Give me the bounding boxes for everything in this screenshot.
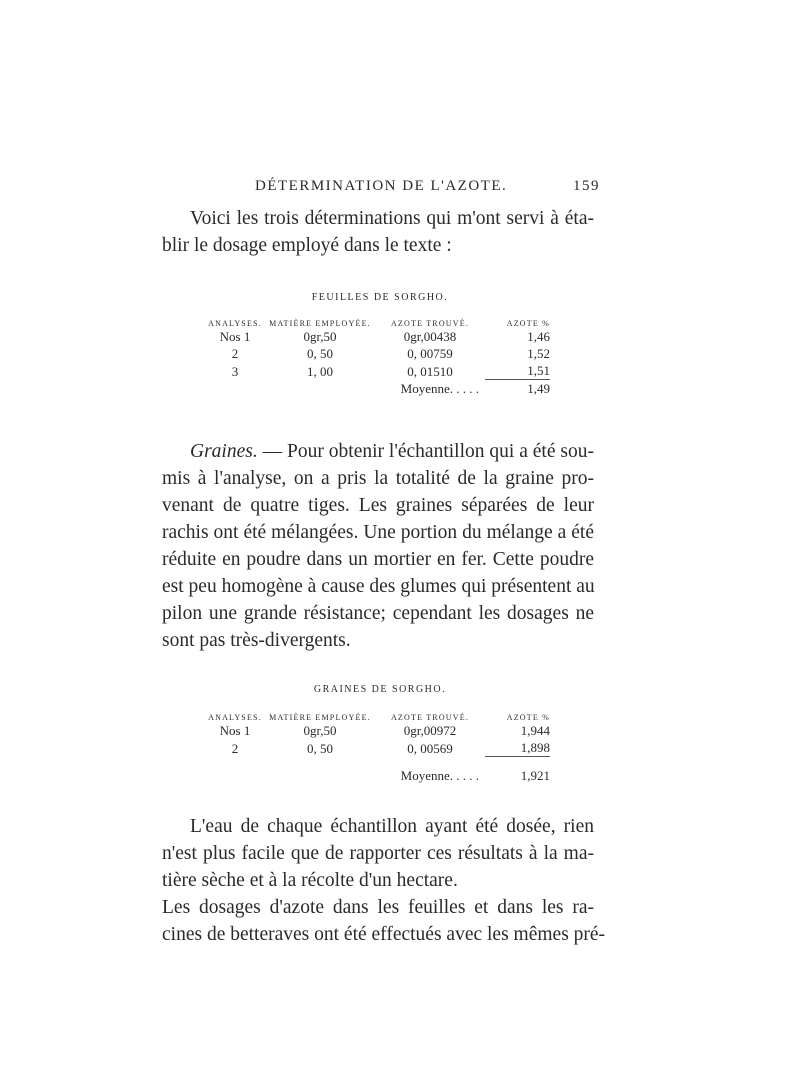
graines-paragraph: [162, 438, 594, 654]
text-line: venant de quatre tiges. Les graines séparées de leur: [162, 495, 594, 516]
text-line: Voici les trois déterminations qui m'ont servi à éta-: [190, 208, 594, 229]
table-cell: 1,51: [527, 363, 550, 378]
text-line: blir le dosage employé dans le texte :: [162, 235, 452, 256]
table-cell: 2: [231, 740, 239, 756]
table-cell: 0gr,50: [303, 329, 337, 344]
text-line: n'est plus facile que de rapporter ces résultats à la ma-: [162, 843, 594, 864]
text-line: cines de betteraves ont été effectués avec les mêmes pré-: [162, 924, 606, 945]
table-cell: Nos 1: [219, 723, 251, 738]
mean-label: Moyenne. . . . .: [400, 768, 479, 783]
text-line: [162, 438, 594, 465]
graines-first-line-rest: — Pour obtenir l'échantillon qui a été sou-: [257, 441, 594, 462]
running-title: DÉTERMINATION DE L'AZOTE.: [255, 178, 508, 194]
table-cell: 0, 00569: [407, 740, 453, 756]
table-cell: 0, 01510: [407, 363, 453, 379]
table-cell: 1,52: [527, 346, 550, 361]
table-cell: 1,898: [520, 740, 550, 755]
column-header: AZOTE %: [506, 319, 550, 328]
column-header: MATIÈRE EMPLOYÉE.: [269, 319, 371, 328]
table-cell: 1, 00: [307, 363, 333, 379]
table1: [205, 312, 550, 397]
table-row: [205, 362, 550, 380]
column-header: AZOTE TROUVÉ.: [390, 713, 470, 722]
text-line: réduite en poudre dans un mortier en fer. Cette poudre: [162, 549, 594, 570]
mean-row: [205, 380, 550, 398]
table-cell: 0, 00759: [407, 346, 453, 361]
column-header: AZOTE %: [506, 713, 550, 722]
column-header: ANALYSES.: [208, 319, 262, 328]
table-cell: Nos 1: [219, 329, 251, 344]
graines-heading: Graines.: [190, 441, 258, 462]
table-row: [205, 328, 550, 345]
table-cell: 0gr,50: [303, 723, 337, 738]
text-line: Les dosages d'azote dans les feuilles et dans les ra-: [162, 897, 594, 918]
mean-value: 1,921: [485, 757, 550, 785]
text-line: mis à l'analyse, on a pris la totalité de la graine pro-: [162, 468, 594, 489]
table-row: [205, 345, 550, 362]
text-line: est peu homogène à cause des glumes qui présentent au: [162, 576, 595, 597]
text-line: pilon une grande résistance; cependant les dosages ne: [162, 603, 594, 624]
column-header: MATIÈRE EMPLOYÉE.: [269, 713, 371, 722]
table2: [205, 706, 550, 784]
table-row: [205, 739, 550, 757]
table2-caption: GRAINES DE SORGHO.: [313, 684, 447, 695]
table-cell: 1,944: [520, 723, 550, 738]
table1-caption: FEUILLES DE SORGHO.: [311, 292, 449, 303]
mean-row: [205, 757, 550, 785]
closing-paragraph: [162, 813, 606, 948]
table-cell: 0, 50: [307, 346, 333, 361]
table-header-row: [205, 312, 550, 328]
column-header: ANALYSES.: [208, 713, 262, 722]
text-line: tière sèche et à la récolte d'un hectare.: [162, 870, 458, 891]
column-header: AZOTE TROUVÉ.: [390, 319, 470, 328]
table-header-row: [205, 706, 550, 722]
mean-label: Moyenne. . . . .: [400, 381, 479, 396]
table-cell: 3: [231, 363, 239, 379]
text-line: L'eau de chaque échantillon ayant été dosée, rien: [190, 816, 594, 837]
mean-value: 1,49: [485, 380, 550, 398]
table-cell: 0, 50: [307, 740, 333, 756]
table-row: [205, 722, 550, 739]
table-cell: 0gr,00438: [403, 329, 457, 344]
text-line: sont pas très-divergents.: [162, 630, 351, 651]
text-line: rachis ont été mélangées. Une portion du mélange a été: [162, 522, 594, 543]
table-cell: 0gr,00972: [403, 723, 457, 738]
page-number: 159: [573, 178, 600, 194]
intro-paragraph: [162, 205, 594, 259]
table-cell: 2: [231, 346, 239, 361]
table-cell: 1,46: [527, 329, 550, 344]
